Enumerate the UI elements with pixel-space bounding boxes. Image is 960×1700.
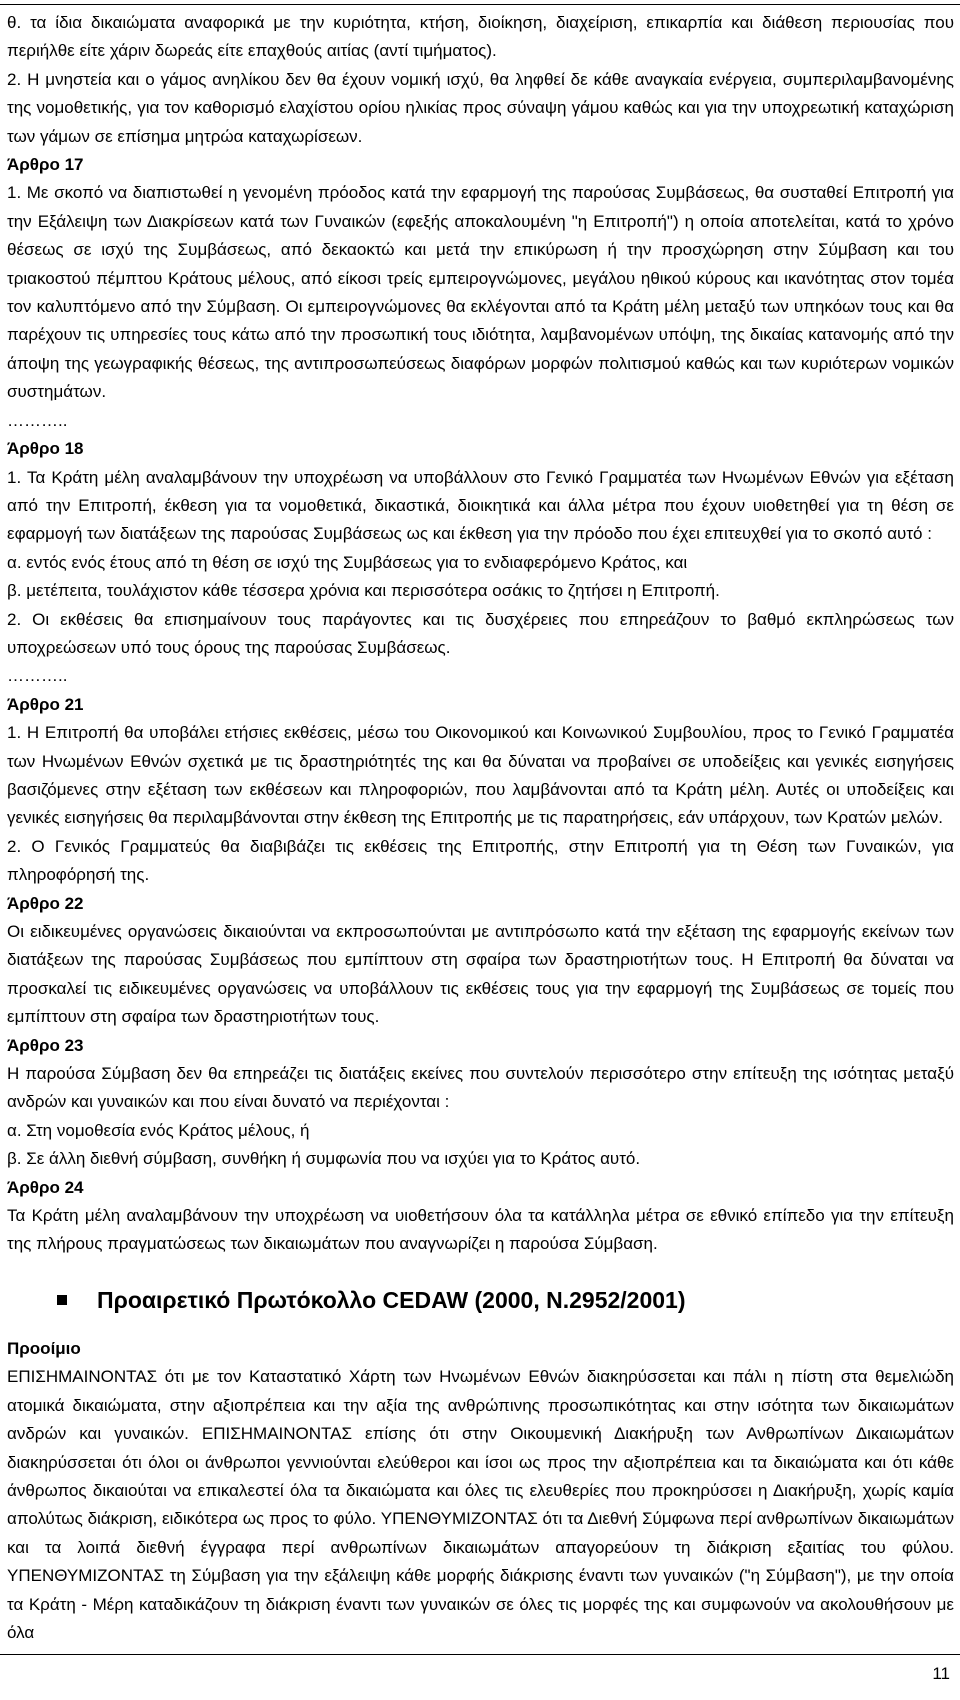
article-23-text: Η παρούσα Σύμβαση δεν θα επηρεάζει τις διατάξεις εκείνες που συντελούν περισσότερο στην επίτευξη της ισότητας μεταξύ ανδρών και γυναικών και που είναι δυνατό να περιέχονται :: [7, 1064, 954, 1112]
article-18-item-b: β. μετέπειτα, τουλάχιστον κάθε τέσσερα χρόνια και περισσότερα οσάκις το ζητήσει η Επιτροπή.: [7, 581, 720, 601]
square-bullet-icon: [57, 1295, 67, 1305]
heading-article-24: Άρθρο 24: [7, 1177, 84, 1197]
article-18-para-2: 2. Οι εκθέσεις θα επισημαίνουν τους παράγοντες και τις δυσχέρειες που επηρεάζουν το βαθμό εκπληρώσεως των υποχρεώσεων υπό τους όρους της παρούσας Συμβάσεως.: [7, 609, 954, 657]
article-24-text: Τα Κράτη μέλη αναλαμβάνουν την υποχρέωση να υιοθετήσουν όλα τα κατάλληλα μέτρα σε εθνικό επίπεδο για την επίτευξη της πλήρους πραγματώσεως των δικαιωμάτων που αναγνωρίζει η παρούσα Σύμβαση.: [7, 1206, 954, 1254]
section-title-row: [7, 1283, 954, 1317]
article-23-item-b: β. Σε άλλη διεθνή σύμβαση, συνθήκη ή συμφωνία που να ισχύει για το Κράτος αυτό.: [7, 1149, 641, 1169]
heading-preamble: Προοίμιο: [7, 1338, 81, 1358]
article-21-para-1: 1. Η Επιτροπή θα υποβάλει ετήσιες εκθέσεις, μέσω του Οικονομικού και Κοινωνικού Συμβουλίου, προς το Γενικό Γραμματέα των Ηνωμένων Εθνών σχετικά με τις δραστηριότητές της και θα δύναται να προβαίνει σε υποδείξεις και γενικές εισηγήσεις βασιζόμενες στην εξέταση των εκθέσεων και πληροφοριών, που λαμβάνονται από τα Κράτη μέλη. Αυτές οι υποδείξεις και γενικές εισηγήσεις θα περιλαμβάνονται στην έκθεση της Επιτροπής με τις παρατηρήσεις, εάν υπάρχουν, των Κρατών μελών.: [7, 723, 954, 828]
ellipsis-separator: ………..: [7, 666, 68, 686]
heading-article-21: Άρθρο 21: [7, 694, 84, 714]
article-18-item-a: α. εντός ενός έτους από τη θέση σε ισχύ της Συμβάσεως για το ενδιαφερόμενο Κράτος, και: [7, 552, 688, 572]
article-22-text: Οι ειδικευμένες οργανώσεις δικαιούνται να εκπροσωπούνται με αντιπρόσωπο κατά την εξέταση της εφαρμογής εκείνων των διατάξεων της παρούσας Συμβάσεως που εμπίπτουν στη σφαίρα των δραστηριοτήτων τους. Η Επιτροπή θα δύναται να προσκαλεί τις ειδικευμένες οργανώσεις να υποβάλλουν τις εκθέσεις τους για την εφαρμογή της Συμβάσεως σε τομείς που εμπίπτουν στη σφαίρα των δραστηριοτήτων τους.: [7, 922, 954, 1027]
section-title: Προαιρετικό Πρωτόκολλο CEDAW (2000, Ν.2952/2001): [97, 1286, 686, 1313]
article-23-item-a: α. Στη νομοθεσία ενός Κράτος μέλους, ή: [7, 1120, 310, 1140]
article-17-para-1: 1. Με σκοπό να διαπιστωθεί η γενομένη πρόοδος κατά την εφαρμογή της παρούσας Συμβάσεως, θα συσταθεί Επιτροπή για την Εξάλειψη των Διακρίσεων κατά των Γυναικών (εφεξής αποκαλουμένη "η Επιτροπή") η οποία αποτελείται, κατά το χρόνο θέσεως σε ισχύ της Συμβάσεως, από δεκαοκτώ και μετά την επικύρωση ή την προσχώρηση στην Σύμβαση και του τριακοστού πέμπτου Κράτους μέλους, από είκοσι τρείς εμπειρογνώμονες, μεγάλου ηθικού κύρους και ικανότητας στον τομέα τον καλυπτόμενο από την Σύμβαση. Οι εμπειρογνώμονες θα εκλέγονται από τα Κράτη μέλη μεταξύ των υπηκόων τους και θα παρέχουν τις υπηρεσίες τους κάτω από την προσωπική τους ιδιότητα, λαμβανομένων υπόψη, της δικαίας κατανομής από την άποψη της γεωγραφικής θέσεως, της αντιπροσωπεύσεως διαφόρων μορφών πολιτισμού καθώς και των κυριότερων νομικών συστημάτων.: [7, 183, 954, 402]
paragraph-theta: θ. τα ίδια δικαιώματα αναφορικά με την κυριότητα, κτήση, διοίκηση, διαχείριση, επικαρπία και διάθεση περιουσίας που περιήλθε είτε χάριν δωρεάς είτε επαχθούς αιτίας (αντί τιμήματος).: [7, 13, 954, 61]
footer-rule: [0, 1654, 960, 1655]
heading-article-22: Άρθρο 22: [7, 893, 84, 913]
top-rule: [0, 4, 960, 5]
article-21-para-2: 2. Ο Γενικός Γραμματεύς θα διαβιβάζει τις εκθέσεις της Επιτροπής, στην Επιτροπή για τη Θέση των Γυναικών, για πληροφόρησή της.: [7, 836, 954, 885]
ellipsis-separator: ………..: [7, 410, 68, 430]
heading-article-17: Άρθρο 17: [7, 155, 84, 175]
page-number: 11: [932, 1664, 950, 1683]
heading-article-18: Άρθρο 18: [7, 439, 84, 459]
paragraph-2-marriage: 2. Η μνηστεία και ο γάμος ανηλίκου δεν θα έχουν νομική ισχύ, θα ληφθεί δε κάθε αναγκαία ενέργεια, συμπεριλαμβανομένης της νομοθετικής, για τον καθορισμό ελαχίστου ορίου ηλικίας προς σύναψη γάμου καθώς και για την υποχρεωτική καταχώριση των γάμων σε επίσημα μητρώα καταχωρίσεων.: [7, 69, 954, 146]
preamble-text: ΕΠΙΣΗΜΑΙΝΟΝΤΑΣ ότι με τον Καταστατικό Χάρτη των Ηνωμένων Εθνών διακηρύσσεται και πάλι η πίστη στα θεμελιώδη ατομικά δικαιώματα, στην αξιοπρέπεια και την αξία της ανθρώπινης προσωπικότητας και στην ισότητα των δικαιωμάτων ανδρών και γυναικών. ΕΠΙΣΗΜΑΙΝΟΝΤΑΣ επίσης ότι στην Οικουμενική Διακήρυξη των Ανθρωπίνων Δικαιωμάτων διακηρύσσεται ότι όλοι οι άνθρωποι γεννιούνται ελεύθεροι και ίσοι ως προς την αξιοπρέπεια και τα δικαιώματα και ότι κάθε άνθρωπος δικαιούται να επικαλεστεί όλα τα δικαιώματα και όλες τις ελευθερίες που προκηρύσσει η Διακήρυξη, χωρίς καμία απολύτως διάκριση, ειδικότερα ως προς το φύλο. ΥΠΕΝΘΥΜΙΖΟΝΤΑΣ ότι τα Διεθνή Σύμφωνα περί ανθρωπίνων δικαιωμάτων και τα λοιπά διεθνή έγγραφα περί ανθρωπίνων δικαιωμάτων απαγορεύουν τη διάκριση εξαιτίας του φύλου. ΥΠΕΝΘΥΜΙΖΟΝΤΑΣ τη Σύμβαση για την εξάλειψη κάθε μορφής διάκρισης έναντι των γυναικών ("η Σύμβαση"), με την οποία τα Κράτη - Μέρη καταδικάζουν τη διάκριση έναντι των γυναικών σε όλες τις μορφές της και συμφωνούν να ακολουθήσουν με όλα: [7, 1367, 954, 1642]
heading-article-23: Άρθρο 23: [7, 1035, 84, 1055]
article-18-para-1: 1. Τα Κράτη μέλη αναλαμβάνουν την υποχρέωση να υποβάλλουν στο Γενικό Γραμματέα των Ηνωμένων Εθνών για εξέταση από την Επιτροπή, έκθεση για τα νομοθετικά, δικαστικά, διοικητικά και άλλα μέτρα που έχουν υιοθετηθεί για τη θέση σε εφαρμογή των διατάξεων της παρούσας Συμβάσεως ως και έκθεση για την πρόοδο που έχει επιτευχθεί για το σκοπό αυτό :: [7, 467, 954, 544]
document-body: [7, 9, 954, 1647]
